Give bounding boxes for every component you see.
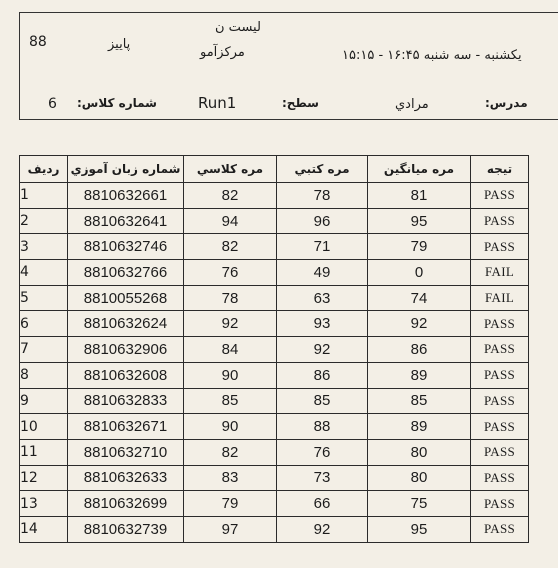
- teacher-label: مدرس:: [485, 96, 528, 110]
- result-cell: FAIL: [471, 260, 529, 286]
- average-score-cell: 89: [368, 362, 471, 388]
- result-cell: PASS: [471, 183, 529, 209]
- student-id-cell: 8810632671: [68, 414, 184, 440]
- row-number-cell: 4: [20, 260, 68, 286]
- row-number-cell: 13: [20, 491, 68, 517]
- written-score-cell: 49: [277, 260, 368, 286]
- student-id-cell: 8810632746: [68, 234, 184, 260]
- student-id-cell: 8810632641: [68, 208, 184, 234]
- center-name: مرکزآمو: [200, 45, 245, 60]
- class-score-cell: 92: [184, 311, 277, 337]
- average-score-cell: 80: [368, 439, 471, 465]
- average-score-cell: 81: [368, 183, 471, 209]
- student-id-cell: 8810632710: [68, 439, 184, 465]
- result-cell: PASS: [471, 337, 529, 363]
- written-score-cell: 88: [277, 414, 368, 440]
- class-score-cell: 82: [184, 439, 277, 465]
- student-id-cell: 8810632661: [68, 183, 184, 209]
- class-schedule: یکشنبه - سه شنبه ۱۶:۴۵ - ۱۵:۱۵: [342, 48, 522, 63]
- average-score-cell: 92: [368, 311, 471, 337]
- result-cell: PASS: [471, 311, 529, 337]
- result-cell: PASS: [471, 388, 529, 414]
- table-row: [20, 388, 529, 414]
- col-header-class-score: مره کلاسي: [184, 156, 277, 183]
- average-score-cell: 0: [368, 260, 471, 286]
- col-header-written-score: مره کتبي: [277, 156, 368, 183]
- student-id-cell: 8810055268: [68, 285, 184, 311]
- table-row: [20, 311, 529, 337]
- written-score-cell: 76: [277, 439, 368, 465]
- average-score-cell: 85: [368, 388, 471, 414]
- written-score-cell: 63: [277, 285, 368, 311]
- average-score-cell: 74: [368, 285, 471, 311]
- row-number-cell: 14: [20, 516, 68, 542]
- class-score-cell: 82: [184, 183, 277, 209]
- row-number-cell: 10: [20, 414, 68, 440]
- written-score-cell: 96: [277, 208, 368, 234]
- student-id-cell: 8810632699: [68, 491, 184, 517]
- average-score-cell: 89: [368, 414, 471, 440]
- col-header-student-id: شماره زبان آموزي: [68, 156, 184, 183]
- row-number-cell: 12: [20, 465, 68, 491]
- level-label: سطح:: [282, 96, 319, 110]
- result-cell: FAIL: [471, 285, 529, 311]
- student-id-cell: 8810632766: [68, 260, 184, 286]
- class-score-cell: 82: [184, 234, 277, 260]
- written-score-cell: 66: [277, 491, 368, 517]
- student-id-cell: 8810632624: [68, 311, 184, 337]
- average-score-cell: 95: [368, 516, 471, 542]
- written-score-cell: 73: [277, 465, 368, 491]
- written-score-cell: 71: [277, 234, 368, 260]
- class-score-cell: 90: [184, 414, 277, 440]
- class-score-cell: 85: [184, 388, 277, 414]
- list-title: لیست ن: [215, 20, 261, 35]
- result-cell: PASS: [471, 234, 529, 260]
- row-number-cell: 7: [20, 337, 68, 363]
- row-number-cell: 6: [20, 311, 68, 337]
- written-score-cell: 92: [277, 337, 368, 363]
- class-score-cell: 84: [184, 337, 277, 363]
- table-row: [20, 465, 529, 491]
- written-score-cell: 93: [277, 311, 368, 337]
- class-number: 6: [48, 96, 57, 112]
- row-number-cell: 9: [20, 388, 68, 414]
- result-cell: PASS: [471, 208, 529, 234]
- table-row: [20, 234, 529, 260]
- written-score-cell: 85: [277, 388, 368, 414]
- season-code: 88: [29, 34, 47, 50]
- table-row: [20, 414, 529, 440]
- level-value: Run1: [198, 94, 237, 112]
- student-id-cell: 8810632608: [68, 362, 184, 388]
- result-cell: PASS: [471, 465, 529, 491]
- average-score-cell: 75: [368, 491, 471, 517]
- result-cell: PASS: [471, 362, 529, 388]
- result-cell: PASS: [471, 439, 529, 465]
- average-score-cell: 86: [368, 337, 471, 363]
- student-id-cell: 8810632833: [68, 388, 184, 414]
- table-row: [20, 362, 529, 388]
- average-score-cell: 79: [368, 234, 471, 260]
- col-header-result: تیجه: [471, 156, 529, 183]
- average-score-cell: 95: [368, 208, 471, 234]
- row-number-cell: 3: [20, 234, 68, 260]
- teacher-name: مرادي: [395, 97, 429, 112]
- student-id-cell: 8810632633: [68, 465, 184, 491]
- written-score-cell: 78: [277, 183, 368, 209]
- table-row: [20, 208, 529, 234]
- written-score-cell: 92: [277, 516, 368, 542]
- class-score-cell: 94: [184, 208, 277, 234]
- student-id-cell: 8810632906: [68, 337, 184, 363]
- row-number-cell: 1: [20, 183, 68, 209]
- table-body: [20, 183, 529, 543]
- table-row: [20, 516, 529, 542]
- col-header-row-number: ردیف: [20, 156, 68, 183]
- table-row: [20, 491, 529, 517]
- row-number-cell: 11: [20, 439, 68, 465]
- result-cell: PASS: [471, 491, 529, 517]
- average-score-cell: 80: [368, 465, 471, 491]
- class-score-cell: 79: [184, 491, 277, 517]
- table-row: [20, 285, 529, 311]
- row-number-cell: 2: [20, 208, 68, 234]
- row-number-cell: 8: [20, 362, 68, 388]
- class-score-cell: 83: [184, 465, 277, 491]
- col-header-average-score: مره میانگین: [368, 156, 471, 183]
- class-score-cell: 90: [184, 362, 277, 388]
- row-number-cell: 5: [20, 285, 68, 311]
- table-row: [20, 337, 529, 363]
- season-name: پاییز: [108, 37, 131, 52]
- table-row: [20, 183, 529, 209]
- written-score-cell: 86: [277, 362, 368, 388]
- table-row: [20, 260, 529, 286]
- student-id-cell: 8810632739: [68, 516, 184, 542]
- grades-table: [19, 155, 529, 543]
- table-header-row: [20, 156, 529, 183]
- class-score-cell: 76: [184, 260, 277, 286]
- class-score-cell: 97: [184, 516, 277, 542]
- report-header: [19, 12, 558, 120]
- class-number-label: شماره کلاس:: [77, 96, 157, 110]
- table-row: [20, 439, 529, 465]
- class-score-cell: 78: [184, 285, 277, 311]
- result-cell: PASS: [471, 516, 529, 542]
- result-cell: PASS: [471, 414, 529, 440]
